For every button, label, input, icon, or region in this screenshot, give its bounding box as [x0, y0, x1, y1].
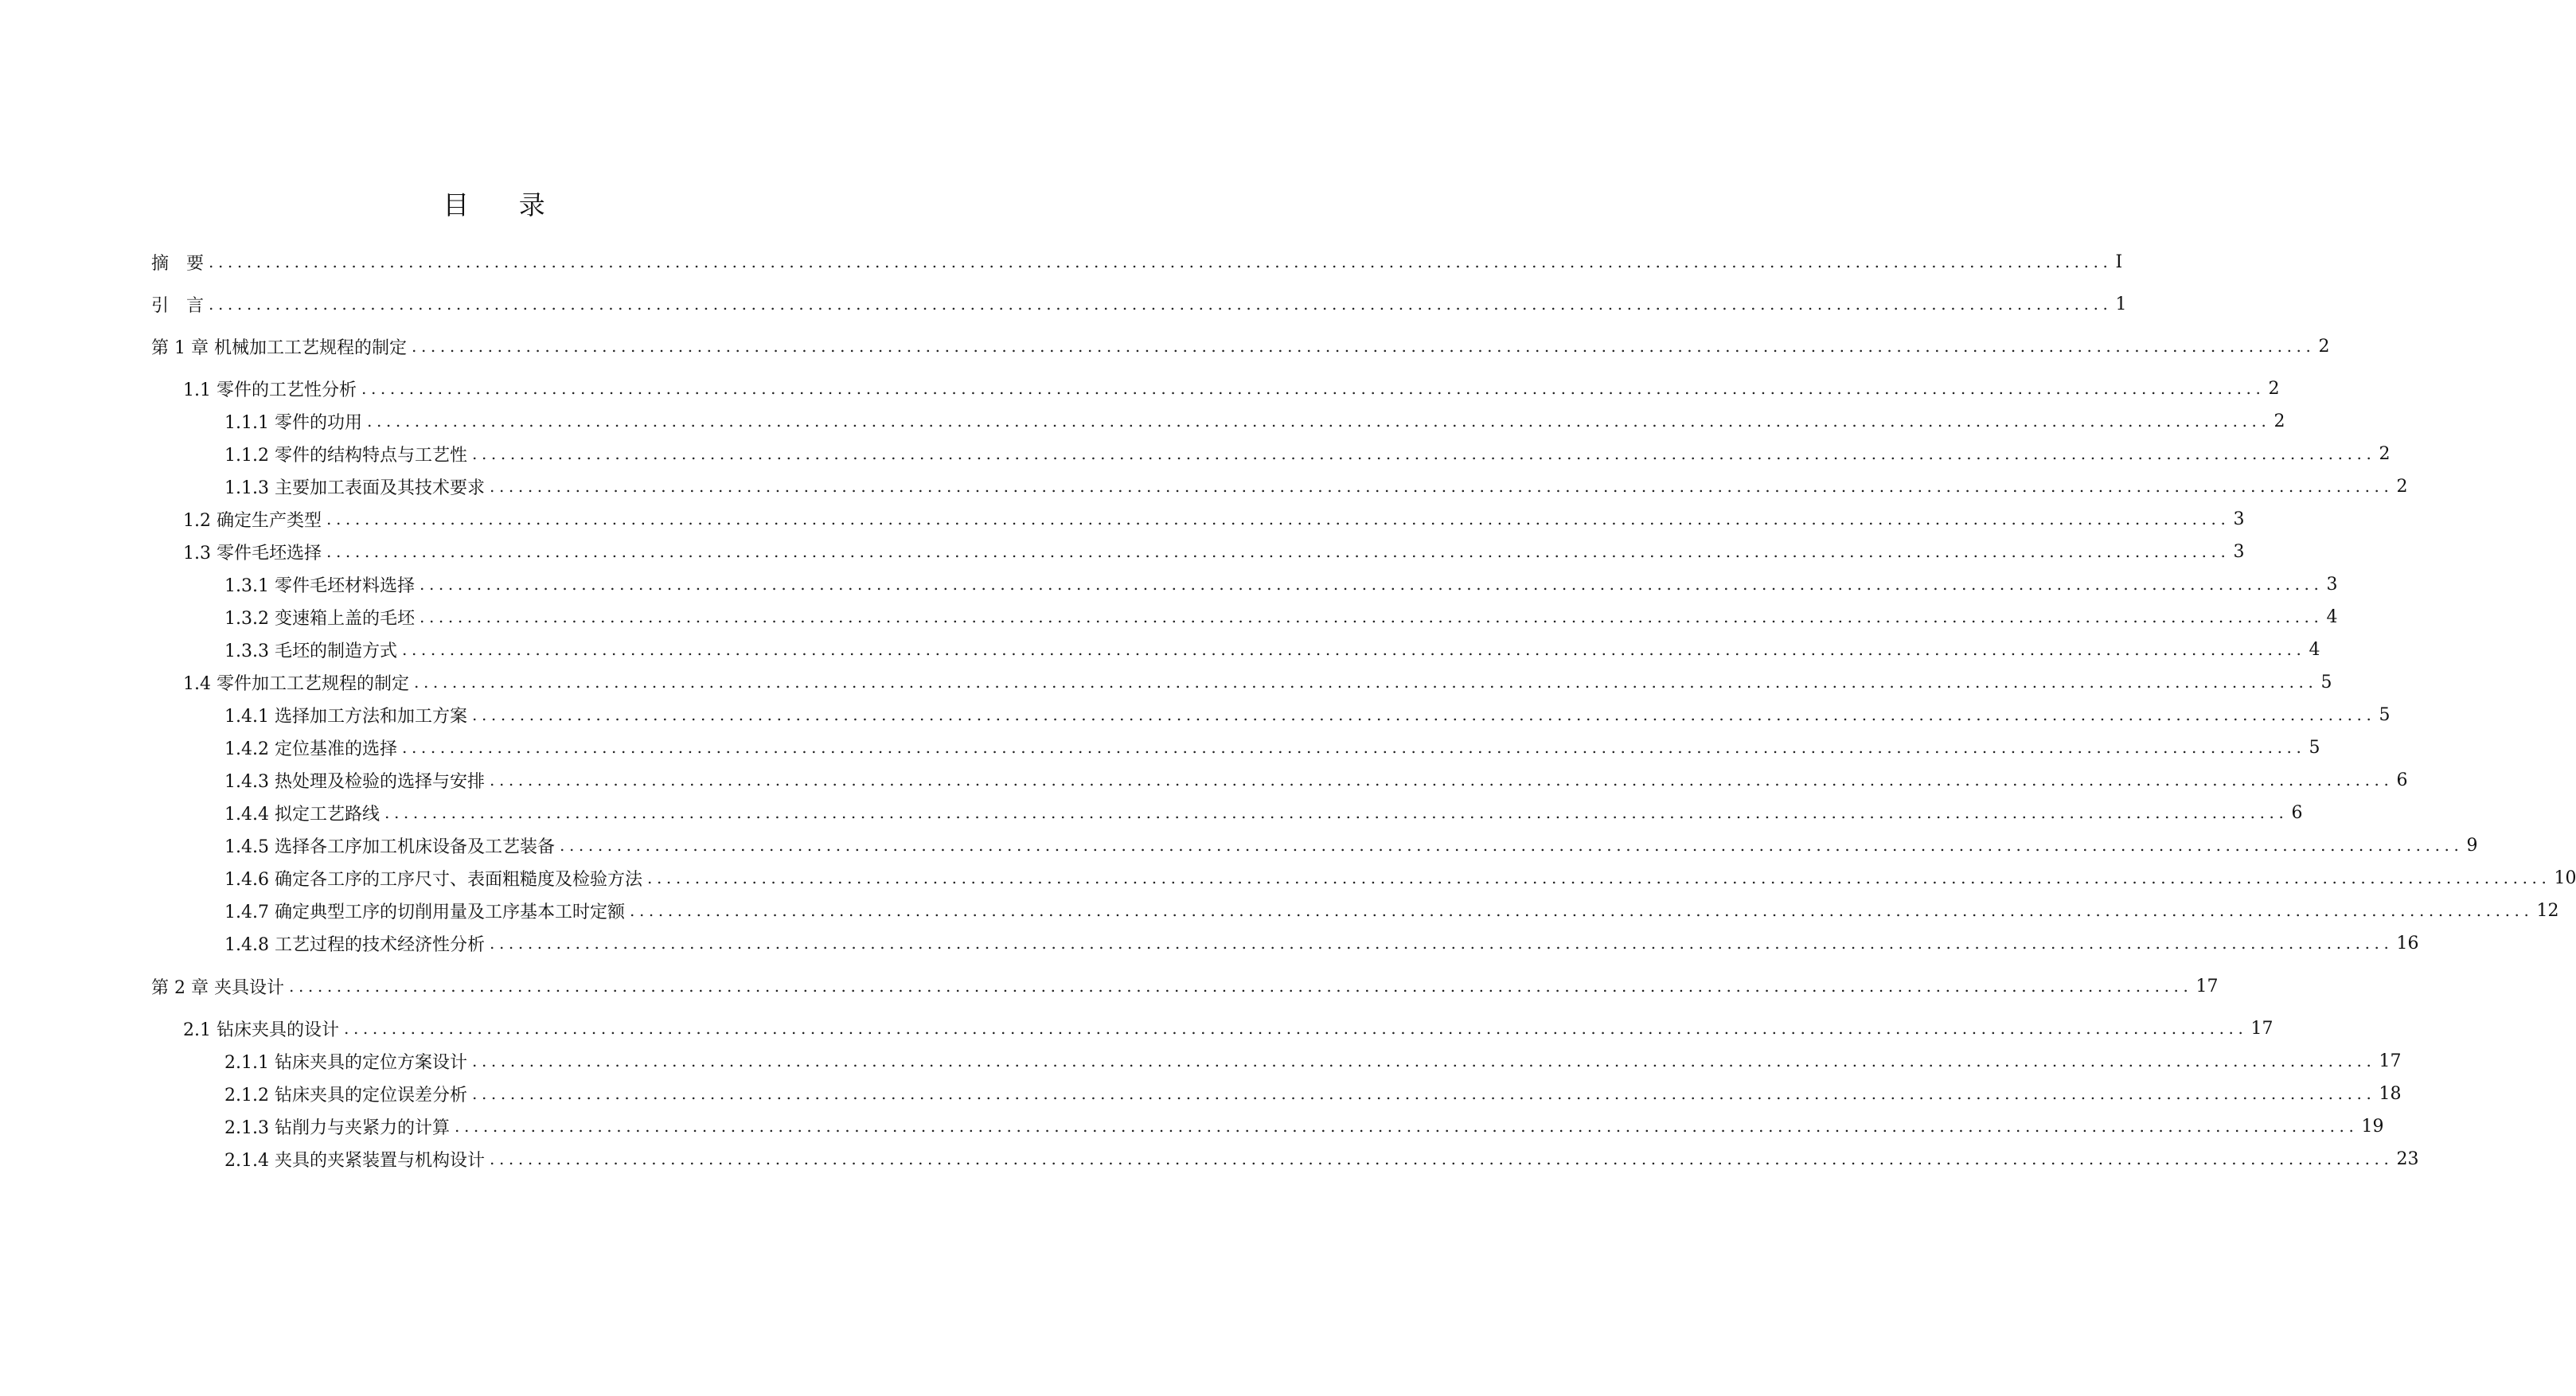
- toc-entry[interactable]: [151, 334, 2330, 358]
- toc-entry[interactable]: [183, 507, 2245, 531]
- toc-entry-label: 摘 要: [151, 253, 205, 274]
- toc-leader-dots: ........................................................................................................................................................................................................: [413, 673, 2318, 692]
- toc-entry-label: 1.3.3 毛坯的制造方式: [224, 641, 397, 661]
- toc-entry[interactable]: [224, 866, 2576, 890]
- toc-leader-dots: ........................................................................................................................................................................................................: [489, 934, 2394, 953]
- toc-leader-dots: ........................................................................................................................................................................................................: [419, 607, 2324, 626]
- toc-entry-page: 3: [2233, 541, 2245, 562]
- toc-entry-page: 5: [2379, 704, 2391, 725]
- toc-leader-dots: ........................................................................................................................................................................................................: [401, 738, 2306, 757]
- toc-leader-dots: ........................................................................................................................................................................................................: [401, 640, 2306, 659]
- toc-entry-page: 3: [2233, 509, 2245, 529]
- toc-leader-dots: ........................................................................................................................................................................................................: [326, 542, 2231, 561]
- toc-entry-label: 1.3.1 零件毛坯材料选择: [224, 575, 415, 596]
- toc-entry[interactable]: [224, 735, 2320, 759]
- toc-entry-label: 1.3.2 变速箱上盖的毛坯: [224, 608, 415, 629]
- toc-entry-label: 2.1.2 钻床夹具的定位误差分析: [224, 1085, 467, 1105]
- toc-entry-page: 18: [2379, 1083, 2402, 1104]
- toc-entry[interactable]: [224, 605, 2338, 629]
- toc-leader-dots: ........................................................................................................................................................................................................: [366, 411, 2271, 431]
- toc-leader-dots: ........................................................................................................................................................................................................: [209, 294, 2113, 314]
- toc-entry-page: 9: [2466, 835, 2478, 856]
- toc-entry-label: 1.4.7 确定典型工序的切削用量及工序基本工时定额: [224, 902, 625, 922]
- toc-entry-label: 1.4.6 确定各工序的工序尺寸、表面粗糙度及检验方法: [224, 869, 642, 890]
- toc-entry-label: 1.4 零件加工工艺规程的制定: [183, 673, 409, 694]
- toc-leader-dots: ........................................................................................................................................................................................................: [419, 575, 2324, 594]
- toc-leader-dots: ........................................................................................................................................................................................................: [454, 1117, 2359, 1136]
- toc-leader-dots: ........................................................................................................................................................................................................: [343, 1019, 2248, 1038]
- toc-entry[interactable]: [224, 572, 2338, 596]
- toc-leader-dots: ........................................................................................................................................................................................................: [489, 1149, 2394, 1168]
- toc-entry[interactable]: [224, 801, 2303, 825]
- toc-entry-page: 2: [2379, 443, 2391, 464]
- toc-leader-dots: ........................................................................................................................................................................................................: [361, 379, 2266, 398]
- toc-entry-label: 1.1.3 主要加工表面及其技术要求: [224, 478, 485, 498]
- toc-entry-page: 5: [2309, 737, 2320, 758]
- toc-entry-page: 19: [2361, 1116, 2384, 1137]
- toc-entry-page: 6: [2291, 802, 2303, 823]
- toc-entry-page: 17: [2250, 1018, 2274, 1039]
- toc-leader-dots: ........................................................................................................................................................................................................: [411, 337, 2316, 356]
- toc-leader-dots: ........................................................................................................................................................................................................: [489, 770, 2394, 790]
- toc-entry-page: 4: [2309, 639, 2320, 660]
- toc-entry-page: 17: [2379, 1051, 2402, 1071]
- toc-entry[interactable]: [183, 540, 2245, 563]
- toc-entry[interactable]: [224, 474, 2408, 498]
- toc-entry-page: 10: [2554, 868, 2576, 888]
- toc-entry-page: 2: [2274, 411, 2285, 431]
- toc-leader-dots: ........................................................................................................................................................................................................: [489, 477, 2394, 496]
- toc-entry-page: 16: [2396, 933, 2419, 953]
- toc-entry[interactable]: [224, 931, 2419, 955]
- toc-entry[interactable]: [183, 376, 2280, 400]
- toc-entry-label: 1.4.2 定位基准的选择: [224, 739, 397, 759]
- toc-entry[interactable]: [224, 1049, 2402, 1073]
- toc-leader-dots: ........................................................................................................................................................................................................: [288, 977, 2193, 996]
- toc-entry-page: 2: [2396, 476, 2408, 497]
- toc-entry-label: 1.4.5 选择各工序加工机床设备及工艺装备: [224, 836, 555, 857]
- toc-entry[interactable]: [224, 442, 2391, 466]
- toc-entry-page: 4: [2326, 606, 2338, 627]
- toc-entry-page: 17: [2195, 976, 2219, 996]
- toc-entry[interactable]: [224, 899, 2559, 922]
- toc-leader-dots: ........................................................................................................................................................................................................: [326, 509, 2231, 528]
- toc-leader-dots: ........................................................................................................................................................................................................: [384, 803, 2289, 822]
- toc-entry-page: 1: [2115, 294, 2127, 314]
- toc-entry-page: 2: [2318, 336, 2330, 357]
- toc-entry-label: 1.4.1 选择加工方法和加工方案: [224, 706, 467, 727]
- toc-entry[interactable]: [183, 670, 2332, 694]
- toc-entry[interactable]: [183, 1016, 2274, 1040]
- toc-leader-dots: ........................................................................................................................................................................................................: [559, 836, 2464, 855]
- toc-entry-label: 1.1.1 零件的功用: [224, 412, 362, 433]
- toc-entry-label: 1.4.3 热处理及检验的选择与安排: [224, 771, 485, 792]
- toc-entry-page: I: [2115, 252, 2123, 272]
- page-title: 目 录: [443, 189, 566, 220]
- toc-entry-label: 2.1.4 夹具的夹紧装置与机构设计: [224, 1150, 485, 1171]
- toc-entry-page: 2: [2268, 378, 2280, 399]
- toc-leader-dots: ........................................................................................................................................................................................................: [471, 1051, 2376, 1070]
- toc-entry[interactable]: [224, 1082, 2402, 1105]
- toc-entry[interactable]: [224, 1147, 2419, 1171]
- toc-entry-label: 1.1.2 零件的结构特点与工艺性: [224, 445, 467, 466]
- toc-entry-label: 2.1.3 钻削力与夹紧力的计算: [224, 1117, 450, 1138]
- toc-entry-page: 6: [2396, 770, 2408, 790]
- toc-entry-page: 23: [2396, 1148, 2419, 1169]
- toc-entry[interactable]: [224, 1114, 2384, 1138]
- toc-entry[interactable]: [224, 768, 2408, 792]
- toc-entry-label: 1.4.8 工艺过程的技术经济性分析: [224, 934, 485, 955]
- toc-entry-label: 第 1 章 机械加工工艺规程的制定: [151, 337, 407, 358]
- toc-entry-page: 3: [2326, 574, 2338, 595]
- toc-entry-page: 12: [2536, 900, 2559, 921]
- toc-leader-dots: ........................................................................................................................................................................................................: [629, 901, 2534, 920]
- toc-entry[interactable]: [151, 250, 2123, 274]
- toc-leader-dots: ........................................................................................................................................................................................................: [646, 868, 2551, 887]
- toc-leader-dots: ........................................................................................................................................................................................................: [471, 444, 2376, 463]
- toc-entry-label: 1.2 确定生产类型: [183, 510, 322, 531]
- toc-entry-label: 1.1 零件的工艺性分析: [183, 380, 357, 400]
- toc-entry-label: 2.1 钻床夹具的设计: [183, 1020, 339, 1040]
- toc-entry-label: 第 2 章 夹具设计: [151, 977, 284, 998]
- toc-entry[interactable]: [151, 974, 2219, 998]
- toc-entry[interactable]: [224, 638, 2320, 661]
- toc-entry-label: 引 言: [151, 295, 205, 316]
- toc-entry[interactable]: [224, 833, 2478, 857]
- toc-entry[interactable]: [224, 703, 2391, 727]
- toc-leader-dots: ........................................................................................................................................................................................................: [471, 705, 2376, 724]
- toc-entry-label: 2.1.1 钻床夹具的定位方案设计: [224, 1052, 467, 1073]
- toc-entry[interactable]: [224, 409, 2285, 433]
- toc-leader-dots: ........................................................................................................................................................................................................: [471, 1084, 2376, 1103]
- toc-entry-label: 1.3 零件毛坯选择: [183, 543, 322, 563]
- toc-entry[interactable]: [151, 292, 2127, 316]
- toc-entry-label: 1.4.4 拟定工艺路线: [224, 804, 380, 825]
- toc-entry-page: 5: [2320, 672, 2332, 692]
- toc-leader-dots: ........................................................................................................................................................................................................: [209, 252, 2113, 271]
